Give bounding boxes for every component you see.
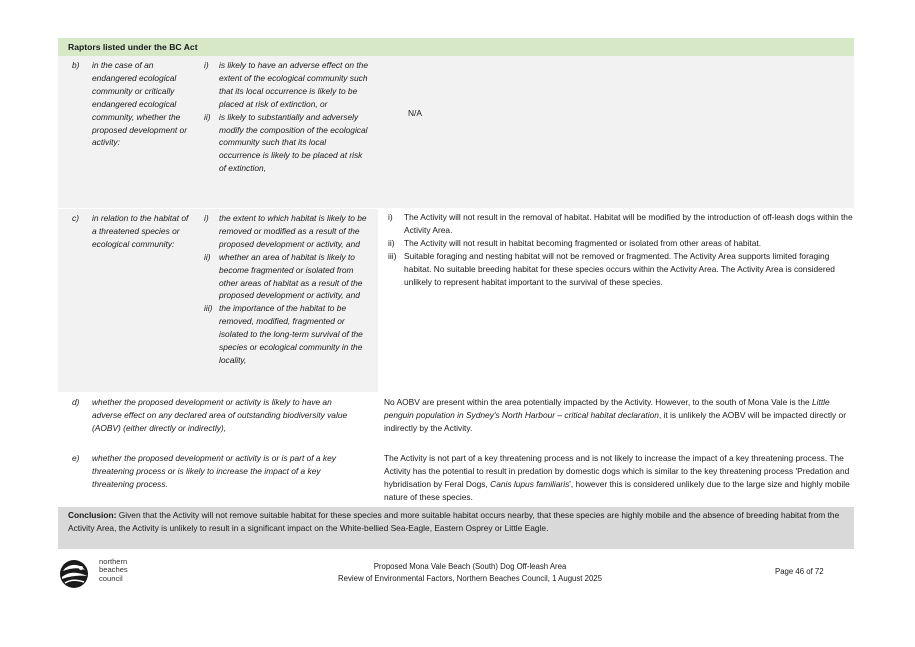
row-response: The Activity is not part of a key threatening process and is not likely to increase the impact of a key threatening process. The Activity has the potential to result in predation by domestic dogs which is similar to the key threatening process 'Predation and hybridisation by Feral Dogs, Canis lupus familiaris', however this is considered unlikely due to the large size and highly mobile nature of these species. [384,453,850,502]
sub-criterion: i) the extent to which habitat is likely to be removed or modified as a result of the proposed development or activity, and [204,213,367,249]
row-letter: d) [72,397,80,407]
response-item: iii) Suitable foraging and nesting habitat will not be removed or fragmented. The Activity Area supports limited foraging habitat. No suitable breeding habitat for these species occurs within the Activity Area. The Activity Area is considered unlikely to represent habitat important to the survival of these species. [388,250,835,287]
row-description: whether the proposed development or activity is likely to have an adverse effect on any declared area of outstanding biodiversity value (AOBV) (either directly or indirectly), [92,397,348,433]
conclusion [58,507,854,549]
response-item: i) The Activity will not result in the removal of habitat. Habitat will be modified by the introduction of off-leash dogs within the Activity Area. [388,212,853,235]
table-row-d [58,393,854,449]
table-row-e [58,449,854,507]
row-response-list [378,209,854,392]
table-row-b [58,56,854,209]
sub-criterion: ii) is likely to substantially and adversely modify the composition of the ecological community such that its local occurrence is likely to be placed at risk of extinction, [204,111,368,174]
conclusion-text: Given that the Activity will not remove suitable habitat for these species and more suitable habitat occurs nearby, that these species are highly mobile and the absence of breeding habitat from the Activity Area, the Activity is unlikely to result in a significant impact on the White-bellied Sea-Eagle, Eastern Osprey or Little Eagle. [68,510,840,533]
row-description: in the case of an endangered ecological community or critically endangered ecological community, whether the proposed development or activity: [92,60,187,148]
table-row-c [58,209,854,393]
row-response: No AOBV are present within the area potentially impacted by the Activity. However, to the south of Mona Vale is the Little penguin population in Sydney's North Harbour – critical habitat declaration, it is unlikely the AOBV will be impacted directly or indirectly by the Activity. [384,397,847,433]
criteria-table [58,38,854,549]
row-response: N/A [408,108,422,118]
sub-criterion: i) is likely to have an adverse effect on the extent of the ecological community such that its local occurrence is likely to be placed at risk of extinction, or [204,60,368,109]
table-header: Raptors listed under the BC Act [58,38,854,56]
footer-title: Proposed Mona Vale Beach (South) Dog Off-leash Area Review of Environmental Factors, Northern Beaches Council, 1 August 2025 [338,562,602,583]
council-logo-icon [57,557,93,591]
sub-criterion: ii) whether an area of habitat is likely to become fragmented or isolated from other areas of habitat as a result of the proposed development or activity, and [204,251,363,301]
row-description: whether the proposed development or activity is or is part of a key threatening process or is likely to increase the impact of a key threatening process. [92,453,336,489]
sub-criterion: iii) the importance of the habitat to be removed, modified, fragmented or isolated to the long-term survival of the species or ecological community in the locality, [204,303,363,365]
row-letter: c) [72,213,79,223]
page-footer [0,555,915,595]
row-description: in relation to the habitat of a threatened species or ecological community: [92,213,189,249]
conclusion-label: Conclusion: [68,510,117,520]
row-sub-criteria [190,212,390,392]
response-item: ii) The Activity will not result in habitat becoming fragmented or isolated from other areas of habitat. [388,237,762,248]
row-letter: e) [72,453,80,463]
page-number: Page 46 of 72 [775,567,824,576]
council-logo-text: northern beaches council [99,557,128,583]
row-sub-criteria [190,59,386,208]
row-letter: b) [72,60,80,70]
